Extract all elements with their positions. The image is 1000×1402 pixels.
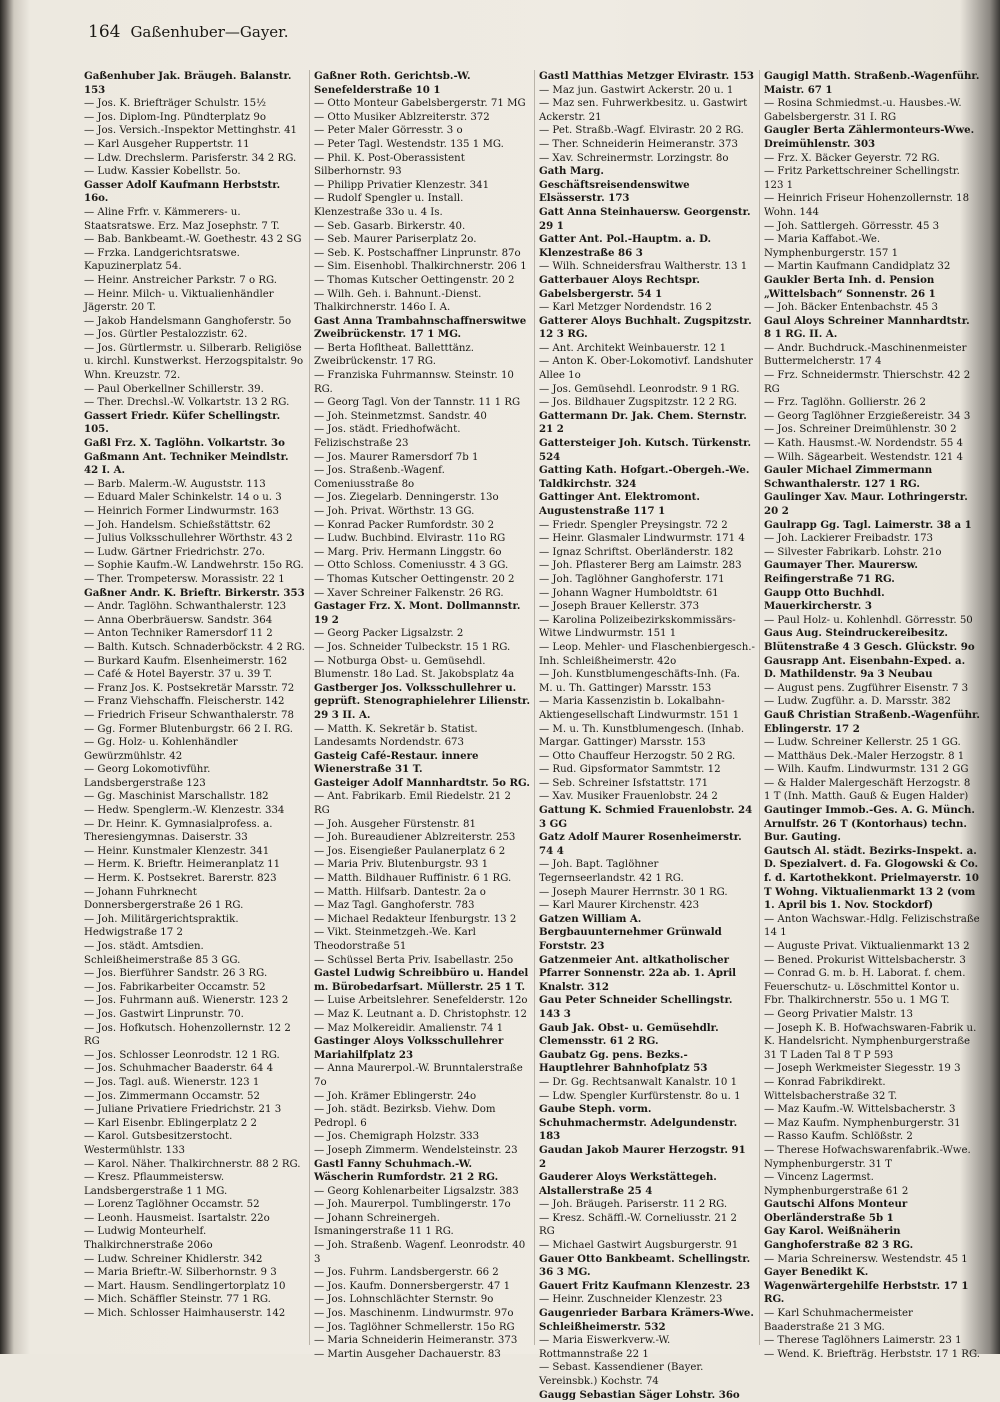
- directory-entry: — Anna Maurerpol.-W. Brunntalerstraße 7o: [314, 1063, 523, 1088]
- directory-entry: Gasteiger Adolf Mannhardtstr. 5o RG.: [314, 776, 530, 789]
- directory-entry: Gaub Jak. Obst- u. Gemüsehdlr. Clemensstr. 61 2 RG.: [539, 1021, 719, 1048]
- directory-entry: — Joseph K. B. Hofwachswaren-Fabrik u. K. Handelsricht. Nymphenburgerstraße 31 T Laden Tal 8 T P 593: [764, 1022, 977, 1061]
- directory-entry: — Rosina Schmiedmst.-u. Hausbes.-W. Gabelsbergerstr. 31 I. RG: [764, 98, 962, 123]
- directory-entry: — Luise Arbeitslehrer. Senefelderstr. 12o: [314, 995, 528, 1007]
- directory-entry: — Jos. Lohnschlächter Sternstr. 9o: [314, 1294, 494, 1306]
- directory-entry: — Johann Schreinergeh. Ismaningerstraße 11 1 RG.: [314, 1212, 454, 1238]
- column-3: [534, 70, 759, 1401]
- directory-entry: Gaßner Roth. Gerichtsb.-W. Senefelderstraße 10 1: [314, 70, 471, 96]
- page-header: [88, 22, 968, 48]
- directory-entry: — Ant. Architekt Weinbauerstr. 12 1: [539, 342, 727, 354]
- directory-entry: — Karl Eisenbr. Eblingerplatz 2 2: [84, 1117, 257, 1129]
- directory-entry: — Ludw. Schreiner Kellerstr. 25 1 GG.: [764, 737, 961, 749]
- directory-entry: — Joseph Maurer Herrnstr. 30 1 RG.: [539, 886, 728, 898]
- directory-entry: — Silvester Fabrikarb. Lohstr. 21o: [764, 546, 942, 558]
- directory-entry: — Ant. Fabrikarb. Emil Riedelstr. 21 2 RG: [314, 791, 511, 817]
- directory-entry: — Phil. K. Post-Oberassistent Silberhornstr. 93: [314, 152, 465, 178]
- directory-entry: — Joh. Bapt. Taglöhner Tegernseerlandstr. 42 1 RG.: [539, 859, 684, 885]
- directory-entry: — Herm. K. Postsekret. Barerstr. 823: [84, 873, 277, 885]
- directory-entry: — & Halder Malergeschäft Herzogstr. 8 1 T (Inh. Matth. Gauß & Eugen Halder): [764, 777, 971, 803]
- directory-entry: — Georg Kohlenarbeiter Ligsalzstr. 383: [314, 1185, 519, 1197]
- directory-entry: — Jakob Handelsmann Ganghoferstr. 5o: [84, 315, 292, 327]
- directory-entry: — Karolina Polizeibezirkskommissärs-Witwe Lindwurmstr. 151 1: [539, 614, 736, 640]
- directory-entry: — Jos. K. Briefträger Schulstr. 15½: [84, 98, 266, 110]
- directory-entry: — Mich. Schäffler Steinstr. 77 1 RG.: [84, 1294, 271, 1306]
- directory-entry: — Eduard Maler Schinkelstr. 14 o u. 3: [84, 492, 282, 504]
- directory-entry: — Heinr. Kunstmaler Klenzestr. 341: [84, 845, 270, 857]
- directory-entry: — Maria Schneiderin Heimeranstr. 373: [314, 1335, 518, 1347]
- directory-entry: — Anton Techniker Ramersdorf 11 2: [84, 628, 273, 640]
- directory-entry: — Jos. Versich.-Inspektor Mettinghstr. 41: [84, 125, 298, 137]
- directory-entry: Gatz Adolf Maurer Rosenheimerstr. 74 4: [539, 831, 742, 857]
- directory-entry: — Leop. Mehler- und Flaschenbiergesch.-Inh. Schleißheimerstr. 42o: [539, 641, 755, 667]
- directory-entry: Gatting Kath. Hofgart.-Obergeh.-We. Taldkirchstr. 324: [539, 464, 750, 490]
- directory-columns: [84, 70, 984, 1401]
- directory-entry: — Joh. Taglöhner Ganghoferstr. 171: [539, 573, 725, 585]
- directory-entry: — Kath. Hausmst.-W. Nordendstr. 55 4: [764, 438, 964, 450]
- directory-entry: Gaßl Frz. X. Taglöhn. Volkartstr. 3o: [84, 437, 285, 450]
- directory-entry: — Wilh. Kaufm. Lindwurmstr. 131 2 GG: [764, 764, 969, 776]
- directory-entry: Gaumayer Ther. Maurersw. Reifingerstraße 71 RG.: [764, 559, 918, 585]
- directory-entry: — Ludwig Monteurhelf. Thalkirchnerstraße 206o: [84, 1226, 213, 1252]
- directory-entry: — Gg. Maschinist Marschallstr. 182: [84, 791, 269, 803]
- directory-entry: — Dr. Heinr. K. Gymnasialprofess. a. Theresiengymnas. Daiserstr. 33: [84, 818, 273, 844]
- directory-entry: — Joh. Kunstblumengeschäfts-Inh. (Fa. M. u. Th. Gattinger) Marsstr. 153: [539, 669, 741, 694]
- directory-entry: — Herm. K. Brieftr. Heimeranplatz 11: [84, 859, 281, 871]
- directory-entry: — Juliane Privatiere Friedrichstr. 21 3: [84, 1104, 282, 1116]
- directory-entry: Gaßner Andr. K. Brieftr. Birkerstr. 353: [84, 586, 305, 599]
- directory-entry: — Heinr. Zuschneider Klenzestr. 23: [539, 1294, 723, 1306]
- directory-entry: Gaukler Berta Inh. d. Pension „Wittelsbach“ Sonnenstr. 26 1: [764, 273, 936, 300]
- directory-entry: — Anton K. Ober-Lokomotivf. Landshuter Allee 1o: [539, 356, 753, 382]
- directory-entry: — Maz Tagl. Ganghoferstr. 783: [314, 900, 475, 912]
- directory-entry: — Franz Viehschaffn. Fleischerstr. 142: [84, 696, 285, 708]
- directory-entry: Gautsch Al. städt. Bezirks-Inspekt. a. D. Spezialvert. d. Fa. Glogowski & Co. f. d. Kartothekkont. Prielmayerstr. 10 T Wohng. Viktualienmarkt 13 2 (vom 1. April bis 1. Nov. Stockdorf): [764, 844, 979, 912]
- directory-entry: Gauert Fritz Kaufmann Klenzestr. 23: [539, 1279, 751, 1292]
- column-2: [309, 70, 534, 1360]
- directory-entry: — Joh. Ausgeher Fürstenstr. 81: [314, 818, 476, 830]
- directory-entry: — Lorenz Taglöhner Occamstr. 52: [84, 1199, 260, 1211]
- directory-entry: — Therese Hofwachswarenfabrik.-Wwe. Nymphenburgerstr. 31 T: [764, 1144, 971, 1170]
- directory-entry: Gaugg Sebastian Säger Lohstr. 36o: [539, 1388, 740, 1401]
- directory-entry: — Jos. städt. Friedhofwächt. Felizischstraße 23: [314, 424, 461, 450]
- directory-entry: Gaulrapp Gg. Tagl. Laimerstr. 38 a 1: [764, 518, 972, 531]
- directory-entry: — Jos. Fuhrmann auß. Wienerstr. 123 2: [84, 995, 289, 1007]
- directory-entry: Gaugenrieder Barbara Krämers-Wwe. Schleißheimerstr. 532: [539, 1307, 754, 1333]
- directory-entry: — Maria Kassenzistin b. Lokalbahn-Aktiengesellschaft Lindwurmstr. 151 1: [539, 696, 740, 721]
- directory-entry: — Frzka. Landgerichtsratswe. Kapuzinerplatz 54.: [84, 247, 240, 273]
- directory-entry: — Martin Kaufmann Candidplatz 32: [764, 261, 951, 273]
- directory-entry: — Joseph Brauer Kellerstr. 373: [539, 601, 700, 613]
- directory-entry: — Seb. Maurer Pariserplatz 2o.: [314, 234, 477, 246]
- directory-entry: Gattersteiger Joh. Kutsch. Türkenstr. 524: [539, 437, 752, 463]
- directory-entry: — Georg Lokomotivführ. Landsbergerstraße 123: [84, 764, 211, 789]
- directory-entry: — Michael Redakteur Ifenburgstr. 13 2: [314, 913, 517, 925]
- directory-entry: Gasteig Café-Restaur. innere Wienerstraße 31 T.: [314, 749, 479, 776]
- directory-entry: — Xav. Schreinermstr. Lorzingstr. 8o: [539, 152, 729, 164]
- directory-entry: — Otto Musiker Ablzreiterstr. 372: [314, 111, 490, 123]
- directory-entry: — Ther. Drechsl.-W. Volkartstr. 13 2 RG.: [84, 397, 290, 409]
- directory-entry: Gatt Anna Steinhauersw. Georgenstr. 29 1: [539, 205, 751, 232]
- directory-entry: Gausrapp Ant. Eisenbahn-Exped. a. D. Mathildenstr. 9a 3 Neubau: [764, 654, 966, 681]
- directory-entry: — Matth. Hilfsarb. Dantestr. 2a o: [314, 886, 486, 898]
- directory-entry: — Georg Packer Ligsalzstr. 2: [314, 628, 464, 640]
- directory-entry: — Seb. K. Postschaffner Linprunstr. 87o: [314, 247, 521, 259]
- directory-entry: Gastberger Jos. Volksschullehrer u. geprüft. Stenographielehrer Lilienstr. 29 3 II. A.: [314, 681, 531, 721]
- directory-entry: Gaulinger Xav. Maur. Lothringerstr. 20 2: [764, 491, 968, 517]
- directory-entry: — Jos. Taglöhner Schmellerstr. 15o RG: [314, 1321, 515, 1333]
- directory-entry: — Ludw. Buchbind. Elvirastr. 11o RG: [314, 533, 506, 545]
- directory-entry: Gattung K. Schmied Frauenlobstr. 24 3 GG: [539, 804, 753, 830]
- directory-entry: — Jos. Schuhmacher Baaderstr. 64 4: [84, 1063, 274, 1075]
- directory-entry: — Joh. Pflasterer Berg am Laimstr. 283: [539, 560, 742, 572]
- directory-entry: — Conrad G. m. b. H. Laborat. f. chem. Feuerschutz- u. Löschmittel Kontor u. Fbr. Thalkirchnerstr. 55o u. 1 MG T.: [764, 968, 966, 1007]
- column-1: [84, 70, 309, 1345]
- directory-entry: — Karl Metzger Nordendstr. 16 2: [539, 302, 712, 314]
- directory-entry: — Michael Gastwirt Augsburgerstr. 91: [539, 1240, 739, 1252]
- directory-entry: Gauer Otto Bankbeamt. Schellingstr. 36 3 MG.: [539, 1252, 751, 1279]
- directory-entry: — Jos. städt. Amtsdien. Schleißheimerstraße 85 3 GG.: [84, 941, 241, 966]
- directory-entry: Gastl Fanny Schuhmach.-W. Wäscherin Rumfordstr. 21 2 RG.: [314, 1157, 499, 1184]
- directory-entry: Gaube Steph. vorm. Schuhmachermstr. Adelgundenstr. 183: [539, 1103, 738, 1143]
- directory-entry: — Jos. Gastwirt Linprunstr. 70.: [84, 1008, 244, 1020]
- directory-entry: — Sim. Eisenhobl. Thalkirchnerstr. 206 1: [314, 261, 527, 273]
- directory-entry: — Karl Schuhmachermeister Baaderstraße 21 3 MG.: [764, 1308, 913, 1333]
- directory-entry: — Andr. Buchdruck.-Maschinenmeister Buttermelcherstr. 17 4: [764, 342, 967, 368]
- directory-entry: — Konrad Packer Rumfordstr. 30 2: [314, 519, 495, 531]
- directory-entry: — Karl Ausgeher Ruppertstr. 11: [84, 138, 250, 150]
- directory-entry: Gayer Benedikt K. Wagenwärtergehilfe Herbststr. 17 1 RG.: [764, 1266, 969, 1306]
- directory-entry: — Maz K. Leutnant a. D. Christophstr. 12: [314, 1008, 527, 1020]
- directory-entry: — Maria Kaffabot.-We. Nymphenburgerstr. 157 1: [764, 234, 899, 259]
- directory-entry: — Kresz. Schäffl.-W. Corneliusstr. 21 2 RG: [539, 1212, 738, 1238]
- directory-entry: — Marg. Priv. Hermann Linggstr. 6o: [314, 546, 502, 558]
- directory-entry: Gatter Ant. Pol.-Hauptm. a. D. Klenzestraße 86 3: [539, 233, 712, 259]
- directory-entry: Gaßmann Ant. Techniker Meindlstr. 42 I. A.: [84, 450, 289, 477]
- directory-entry: — Wilh. Sägearbeit. Westendstr. 121 4: [764, 451, 964, 463]
- directory-entry: — Ludw. Zugführ. a. D. Marsstr. 382: [764, 696, 951, 708]
- directory-entry: — Pet. Straßb.-Wagf. Elvirastr. 20 2 RG.: [539, 125, 744, 137]
- directory-entry: Gatterbauer Aloys Rechtspr. Gabelsbergerstr. 54 1: [539, 273, 700, 300]
- directory-entry: Gaudan Jakob Maurer Herzogstr. 91 2: [539, 1143, 746, 1170]
- directory-entry: — Heinrich Former Lindwurmstr. 163: [84, 506, 280, 517]
- directory-entry: — Friedrich Friseur Schwanthalerstr. 78: [84, 709, 294, 721]
- directory-entry: — Fritz Parkettschreiner Schellingstr. 123 1: [764, 166, 960, 191]
- directory-entry: Gattermann Dr. Jak. Chem. Sternstr. 21 2: [539, 409, 747, 436]
- directory-entry: — Otto Monteur Gabelsbergerstr. 71 MG: [314, 98, 526, 110]
- directory-entry: — Matthäus Dek.-Maler Herzogstr. 8 1: [764, 750, 965, 762]
- directory-entry: — Maz Kaufm. Nymphenburgerstr. 31: [764, 1117, 961, 1129]
- directory-entry: — Sebast. Kassendiener (Bayer. Vereinsbk.) Kochstr. 74: [539, 1362, 704, 1387]
- directory-entry: — Andr. Taglöhn. Schwanthalerstr. 123: [84, 601, 287, 613]
- directory-entry: — Ther. Trompetersw. Morassistr. 22 1: [84, 573, 285, 585]
- directory-entry: — Bened. Prokurist Wittelsbacherstr. 3: [764, 954, 966, 966]
- directory-entry: — Friedr. Spengler Preysingstr. 72 2: [539, 519, 728, 531]
- directory-entry: Gaugigl Matth. Straßenb.-Wagenführ. Maistr. 67 1: [764, 70, 980, 96]
- directory-entry: — Maz Kaufm.-W. Wittelsbacherstr. 3: [764, 1104, 956, 1116]
- directory-entry: Gath Marg. Geschäftsreisendenswitwe Elsässerstr. 173: [539, 165, 690, 205]
- directory-entry: — Berta Hofltheat. Balletttänz. Zweibrückenstr. 17 RG.: [314, 342, 474, 368]
- directory-entry: — Matth. K. Sekretär b. Statist. Landesamts Nordendstr. 673: [314, 723, 478, 749]
- directory-entry: — Joh. städt. Bezirksb. Viehw. Dom Pedropl. 6: [314, 1104, 496, 1129]
- directory-entry: Gay Karol. Weißnäherin Ganghoferstraße 82 3 RG.: [764, 1225, 914, 1252]
- directory-entry: — Jos. Gemüsehdl. Leonrodstr. 9 1 RG.: [539, 383, 740, 395]
- directory-entry: — Anton Wachswar.-Hdlg. Felizischstraße 14 1: [764, 913, 980, 939]
- directory-entry: — Jos. Maschinenm. Lindwurmstr. 97o: [314, 1308, 514, 1320]
- directory-entry: — Jos. Chemigraph Holzstr. 333: [314, 1131, 480, 1143]
- directory-entry: Gautschi Alfons Monteur Oberländerstraße 5b 1: [764, 1198, 908, 1224]
- page-title: Gaßenhuber—Gayer.: [130, 23, 289, 41]
- directory-entry: — Joh. Privat. Wörthstr. 13 GG.: [314, 506, 475, 517]
- directory-entry: — Maria Priv. Blutenburgstr. 93 1: [314, 859, 489, 871]
- directory-entry: Gauß Christian Straßenb.-Wagenführ. Eblingerstr. 17 2: [764, 708, 980, 735]
- directory-entry: — Matth. Bildhauer Ruffinistr. 6 1 RG.: [314, 873, 512, 885]
- directory-entry: — Heinr. Anstreicher Parkstr. 7 o RG.: [84, 274, 278, 286]
- directory-entry: Gaugler Berta Zählermonteurs-Wwe. Dreimühlenstr. 303: [764, 124, 975, 150]
- directory-entry: — Jos. Tagl. auß. Wienerstr. 123 1: [84, 1076, 260, 1088]
- directory-entry: — Ldw. Drechslerm. Parisferstr. 34 2 RG.: [84, 152, 297, 164]
- directory-entry: — Heinr. Milch- u. Viktualienhändler Jägerstr. 20 T.: [84, 288, 274, 314]
- directory-entry: — Hedw. Spenglerm.-W. Klenzestr. 334: [84, 805, 285, 817]
- directory-entry: — Ludw. Kassier Kobellstr. 5o.: [84, 166, 241, 178]
- directory-entry: Gaubatz Gg. pens. Bezks.-Hauptlehrer Bahnhofplatz 53: [539, 1048, 708, 1075]
- directory-entry: — Jos. Schneider Tulbeckstr. 15 1 RG.: [314, 641, 511, 653]
- directory-entry: — Joh. Straßenb. Wagenf. Leonrodstr. 40 3: [314, 1240, 526, 1265]
- directory-entry: — M. u. Th. Kunstblumengesch. (Inhab. Margar. Gattinger) Marsstr. 153: [539, 723, 745, 749]
- directory-entry: Gast Anna Trambahnschaffnerswitwe Zweibrückenstr. 17 1 MG.: [314, 314, 527, 341]
- directory-entry: — Thomas Kutscher Oettingenstr. 20 2: [314, 573, 515, 585]
- directory-entry: Gasser Adolf Kaufmann Herbststr. 16o.: [84, 178, 281, 205]
- directory-entry: — Seb. Gasarb. Birkerstr. 40.: [314, 220, 466, 232]
- directory-entry: — Otto Chauffeur Herzogstr. 50 2 RG.: [539, 750, 736, 762]
- directory-entry: — Schüssel Berta Priv. Isabellastr. 25o: [314, 954, 514, 966]
- directory-entry: — Sophie Kaufm.-W. Landwehrstr. 15o RG.: [84, 560, 304, 572]
- directory-entry: Gau Peter Schneider Schellingstr. 143 3: [539, 994, 733, 1020]
- directory-entry: — Philipp Privatier Klenzestr. 341: [314, 179, 490, 191]
- directory-entry: — Martin Ausgeher Dachauerstr. 83: [314, 1348, 501, 1360]
- directory-entry: — Georg Privatier Malstr. 13: [764, 1008, 913, 1020]
- directory-entry: — Vincenz Lagermst. Nymphenburgerstraße 61 2: [764, 1172, 909, 1197]
- column-4: [759, 70, 984, 1360]
- directory-entry: — Joseph Zimmerm. Wendelsteinstr. 23: [314, 1144, 518, 1156]
- directory-entry: — Jos. Fuhrm. Landsbergerstr. 66 2: [314, 1267, 499, 1279]
- directory-entry: — Heinr. Glasmaler Lindwurmstr. 171 4: [539, 533, 745, 545]
- directory-entry: — Maz jun. Gastwirt Ackerstr. 20 u. 1: [539, 84, 734, 96]
- directory-entry: — Paul Oberkellner Schillerstr. 39.: [84, 383, 264, 395]
- directory-entry: — Maz sen. Fuhrwerkbesitz. u. Gastwirt Ackerstr. 21: [539, 98, 748, 123]
- directory-entry: — Gg. Holz- u. Kohlenhändler Gewürzmühlstr. 42: [84, 737, 238, 762]
- directory-entry: — Wend. K. Briefträg. Herbststr. 17 1 RG.: [764, 1348, 980, 1360]
- directory-entry: — Maria Eiswerkverw.-W. Rottmannstraße 22 1: [539, 1335, 671, 1360]
- directory-entry: — Jos. Maurer Ramersdorf 7b 1: [314, 451, 479, 463]
- directory-entry: — Kresz. Pflaummeistersw. Landsbergerstraße 1 1 MG.: [84, 1172, 228, 1197]
- directory-entry: — Paul Holz- u. Kohlenhdl. Görresstr. 50: [764, 614, 973, 626]
- directory-entry: — Joseph Werkmeister Siegesstr. 19 3: [764, 1063, 961, 1075]
- directory-entry: Gautinger Immob.-Ges. A. G. Münch. Arnulfstr. 26 T (Kontorhaus) techn. Bur. Gauting.: [764, 804, 975, 844]
- directory-entry: — Frz. Taglöhn. Gollierstr. 26 2: [764, 397, 926, 409]
- directory-entry: — Heinrich Friseur Hohenzollernstr. 18 Wohn. 144: [764, 193, 970, 218]
- directory-entry: — Aline Frfr. v. Kämmerers- u. Staatsratswe. Erz. Maz Josephstr. 7 T.: [84, 206, 280, 232]
- directory-entry: — Dr. Gg. Rechtsanwalt Kanalstr. 10 1: [539, 1076, 738, 1088]
- directory-entry: Gaul Aloys Schreiner Mannhardtstr. 8 1 RG. II. A.: [764, 314, 970, 341]
- directory-entry: — Ludw. Schreiner Khidlerstr. 342: [84, 1253, 263, 1265]
- directory-entry: — Jos. Kaufm. Donnersbergerstr. 47 1: [314, 1280, 511, 1292]
- directory-entry: — Joh. Steinmetzmst. Sandstr. 40: [314, 410, 487, 422]
- directory-entry: — August pens. Zugführer Eisenstr. 7 3: [764, 682, 969, 694]
- directory-entry: — Seb. Schreiner Isfstattstr. 171: [539, 777, 709, 789]
- directory-entry: — Burkard Kaufm. Elsenheimerstr. 162: [84, 655, 288, 667]
- directory-entry: — Maz Molkereidir. Amalienstr. 74 1: [314, 1022, 504, 1034]
- directory-entry: — Jos. Hofkutsch. Hohenzollernstr. 12 2 RG: [84, 1022, 291, 1048]
- directory-entry: — Karl Maurer Kirchenstr. 423: [539, 900, 700, 912]
- directory-entry: — Maria Brieftr.-W. Silberhornstr. 9 3: [84, 1267, 277, 1279]
- directory-entry: — Rudolf Spengler u. Install. Klenzestraße 33o u. 4 Is.: [314, 193, 464, 218]
- directory-entry: — Leonh. Hausmeist. Isartalstr. 22o: [84, 1212, 270, 1224]
- directory-entry: — Julius Volksschullehrer Wörthstr. 43 2: [84, 533, 293, 545]
- directory-entry: — Konrad Fabrikdirekt. Wittelsbacherstraße 32 T.: [764, 1076, 898, 1102]
- directory-entry: — Karol. Gutsbesitzerstocht. Westermühlstr. 133: [84, 1131, 233, 1156]
- directory-entry: Gastager Frz. X. Mont. Dollmannstr. 19 2: [314, 600, 521, 626]
- directory-entry: — Frz. X. Bäcker Geyerstr. 72 RG.: [764, 152, 940, 164]
- directory-entry: — Auguste Privat. Viktualienmarkt 13 2: [764, 941, 970, 952]
- directory-entry: — Gg. Former Blutenburgstr. 66 2 I. RG.: [84, 723, 293, 735]
- directory-entry: — Rud. Gipsformator Sammtstr. 12: [539, 764, 721, 776]
- directory-entry: — Joh. Sattlergeh. Görresstr. 45 3: [764, 220, 940, 232]
- directory-entry: — Rasso Kaufm. Schlößstr. 2: [764, 1131, 913, 1143]
- directory-entry: Gatzenmeier Ant. altkatholischer Pfarrer Sonnenstr. 22a ab. 1. April Knalstr. 312: [539, 953, 737, 993]
- directory-entry: — Jos. Bildhauer Zugspitzstr. 12 2 RG.: [539, 397, 737, 409]
- directory-entry: — Notburga Obst- u. Gemüsehdl. Blumenstr. 18o Lad. St. Jakobsplatz 4a: [314, 655, 515, 681]
- directory-entry: — Xav. Musiker Frauenlobstr. 24 2: [539, 791, 718, 803]
- directory-entry: — Jos. Ziegelarb. Denningerstr. 13o: [314, 492, 499, 504]
- directory-entry: Gastinger Aloys Volksschullehrer Mariahilfplatz 23: [314, 1035, 504, 1061]
- directory-entry: — Xaver Schreiner Falkenstr. 26 RG.: [314, 587, 504, 599]
- directory-entry: — Jos. Zimmermann Occamstr. 52: [84, 1090, 261, 1102]
- directory-entry: — Joh. Bureaudiener Ablzreiterstr. 253: [314, 832, 516, 844]
- directory-entry: — Peter Maler Görresstr. 3 o: [314, 125, 463, 137]
- directory-entry: — Otto Schloss. Comeniusstr. 4 3 GG.: [314, 560, 509, 572]
- directory-entry: Gassert Friedr. Küfer Schellingstr. 105.: [84, 409, 281, 436]
- directory-entry: — Ther. Schneiderin Heimeranstr. 373: [539, 138, 738, 150]
- directory-entry: — Wilh. Geh. i. Bahnunt.-Dienst. Thalkirchnerstr. 146o I. A.: [314, 288, 482, 314]
- directory-entry: — Café & Hotel Bayerstr. 37 u. 39 T.: [84, 669, 273, 681]
- directory-entry: — Joh. Handelsm. Schießstättstr. 62: [84, 519, 271, 531]
- directory-entry: — Jos. Gürtlermstr. u. Silberarb. Religiöse u. kirchl. Kunstwerkst. Herzogspitalstr. 9o Whn. Kreuzstr. 72.: [84, 342, 304, 382]
- directory-entry: — Vikt. Steinmetzgeh.-We. Karl Theodorstraße 51: [314, 927, 476, 952]
- directory-entry: Gattinger Ant. Elektromont. Augustenstraße 117 1: [539, 491, 700, 517]
- directory-entry: — Johann Fuhrknecht Donnersbergerstraße 26 1 RG.: [84, 886, 244, 912]
- directory-entry: Gaus Aug. Steindruckereibesitz. Blütenstraße 4 3 Gesch. Glückstr. 9o: [764, 627, 975, 653]
- directory-entry: Gaupp Otto Buchhdl. Mauerkircherstr. 3: [764, 586, 885, 613]
- directory-entry: — Barb. Malerm.-W. Auguststr. 113: [84, 478, 266, 490]
- directory-entry: — Thomas Kutscher Oettingenstr. 20 2: [314, 274, 515, 286]
- directory-entry: — Jos. Fabrikarbeiter Occamstr. 52: [84, 981, 266, 993]
- directory-entry: — Joh. Militärgerichtspraktik. Hedwigstraße 17 2: [84, 913, 239, 939]
- directory-entry: Gauderer Aloys Werkstättegeh. Alstallerstraße 25 4: [539, 1171, 717, 1197]
- directory-entry: — Georg Taglöhner Erzgießereistr. 34 3: [764, 410, 971, 422]
- directory-entry: Gatterer Aloys Buchhalt. Zugspitzstr. 12 3 RG.: [539, 314, 752, 341]
- directory-entry: Gastl Matthias Metzger Elvirastr. 153: [539, 70, 755, 82]
- page-number: 164: [88, 22, 121, 42]
- directory-entry: — Jos. Eisengießer Paulanerplatz 6 2: [314, 845, 506, 857]
- directory-entry: Gaßenhuber Jak. Bräugeh. Balanstr. 153: [84, 70, 292, 96]
- directory-entry: — Joh. Krämer Eblingerstr. 24o: [314, 1090, 477, 1102]
- directory-entry: — Joh. Lackierer Freibadstr. 173: [764, 533, 934, 545]
- directory-entry: — Georg Tagl. Von der Tannstr. 11 1 RG: [314, 397, 521, 409]
- directory-entry: — Frz. Schneidermstr. Thierschstr. 42 2 RG: [764, 370, 971, 395]
- directory-entry: Gauler Michael Zimmermann Schwanthalerstr. 127 1 RG.: [764, 464, 933, 490]
- directory-entry: — Maria Schreinersw. Westendstr. 45 1: [764, 1253, 968, 1265]
- directory-entry: — Jos. Gürtler Pestalozzistr. 62.: [84, 329, 248, 341]
- directory-entry: — Franziska Fuhrmannsw. Steinstr. 10 RG.: [314, 370, 514, 395]
- directory-entry: — Anna Oberbräuersw. Sandstr. 364: [84, 614, 273, 626]
- directory-entry: — Ldw. Spengler Kurfürstenstr. 8o u. 1: [539, 1090, 741, 1102]
- directory-entry: — Joh. Maurerpol. Tumblingerstr. 17o: [314, 1199, 511, 1211]
- directory-entry: — Johann Wagner Humboldtstr. 61: [539, 587, 719, 599]
- directory-entry: — Wilh. Schneidersfrau Waltherstr. 13 1: [539, 261, 748, 273]
- directory-entry: — Peter Tagl. Westendstr. 135 1 MG.: [314, 138, 504, 150]
- directory-entry: — Ludw. Gärtner Friedrichstr. 27o.: [84, 546, 265, 558]
- directory-entry: Gastel Ludwig Schreibbüro u. Handel m. Bürobedarfsart. Müllerstr. 25 1 T.: [314, 967, 529, 993]
- directory-entry: — Franz Jos. K. Postsekretär Marsstr. 72: [84, 682, 295, 694]
- directory-entry: — Jos. Bierführer Sandstr. 26 3 RG.: [84, 968, 268, 980]
- directory-entry: — Jos. Schreiner Dreimühlenstr. 30 2: [764, 424, 957, 436]
- directory-entry: — Balth. Kutsch. Schnaderböckstr. 4 2 RG.: [84, 641, 305, 653]
- directory-entry: — Bab. Bankbeamt.-W. Goethestr. 43 2 SG: [84, 234, 302, 246]
- directory-entry: — Mich. Schlosser Haimhauserstr. 142: [84, 1308, 286, 1320]
- directory-entry: — Therese Taglöhners Laimerstr. 23 1: [764, 1335, 962, 1347]
- directory-entry: — Joh. Bräugeh. Pariserstr. 11 2 RG.: [539, 1199, 728, 1211]
- directory-entry: — Mart. Hausm. Sendlingertorplatz 10: [84, 1280, 286, 1292]
- directory-entry: — Ignaz Schriftst. Oberländerstr. 182: [539, 546, 734, 558]
- directory-entry: — Jos. Straßenb.-Wagenf. Comeniusstraße 8o: [314, 465, 445, 490]
- directory-entry: — Joh. Bäcker Entenbachstr. 45 3: [764, 302, 939, 314]
- directory-entry: — Karol. Näher. Thalkirchnerstr. 88 2 RG.: [84, 1158, 301, 1170]
- directory-entry: — Jos. Schlosser Leonrodstr. 12 1 RG.: [84, 1049, 280, 1061]
- directory-entry: Gatzen William A. Bergbauunternehmer Grünwald Forststr. 23: [539, 912, 722, 952]
- directory-entry: — Jos. Diplom-Ing. Pündterplatz 9o: [84, 111, 267, 123]
